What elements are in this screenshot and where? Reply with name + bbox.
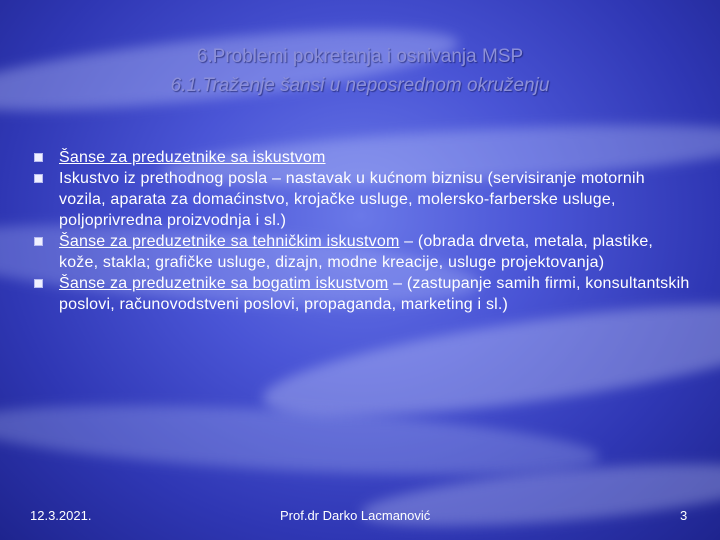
bullet-item [34, 147, 694, 168]
bullet-lead: Šanse za preduzetnike sa tehničkim iskustvom [59, 233, 400, 250]
bullet-lead: Šanse za preduzetnike sa bogatim iskustvom [59, 275, 389, 292]
footer-date: 12.3.2021. [30, 508, 92, 523]
background-streak [359, 452, 720, 538]
square-bullet-icon [34, 237, 43, 246]
bullet-item [34, 273, 694, 315]
bullet-text: – (obrada drveta, metala, plastike, kože, stakla; grafičke usluge, dizajn, modne kreacije, usluge projektovanja) [59, 233, 654, 271]
bullet-text: Iskustvo iz prethodnog posla – nastavak u kućnom biznisu (servisiranje motornih vozila, aparata za domaćinstvo, krojačke usluge, molersko-farberske usluge, poljoprivredna proizvodnja i sl.) [59, 170, 645, 229]
bullet-lead: Šanse za preduzetnike sa iskustvom [59, 149, 326, 166]
square-bullet-icon [34, 153, 43, 162]
bullet-item [34, 231, 694, 273]
bullet-text: – (zastupanje samih firmi, konsultantskih poslovi, računovodstveni poslovi, propaganda, marketing i sl.) [59, 275, 690, 313]
footer-author: Prof.dr Darko Lacmanović [280, 508, 431, 523]
square-bullet-icon [34, 279, 43, 288]
page-number: 3 [680, 508, 688, 523]
bullet-list [34, 147, 694, 315]
title-line-1: 6.Problemi pokretanja i osnivanja MSP [196, 46, 524, 67]
square-bullet-icon [34, 174, 43, 183]
title-line-2: 6.1.Traženje šansi u neposrednom okruženju [170, 75, 550, 96]
background-streak [0, 393, 601, 486]
bullet-item [34, 168, 694, 231]
slide-title [40, 42, 680, 100]
